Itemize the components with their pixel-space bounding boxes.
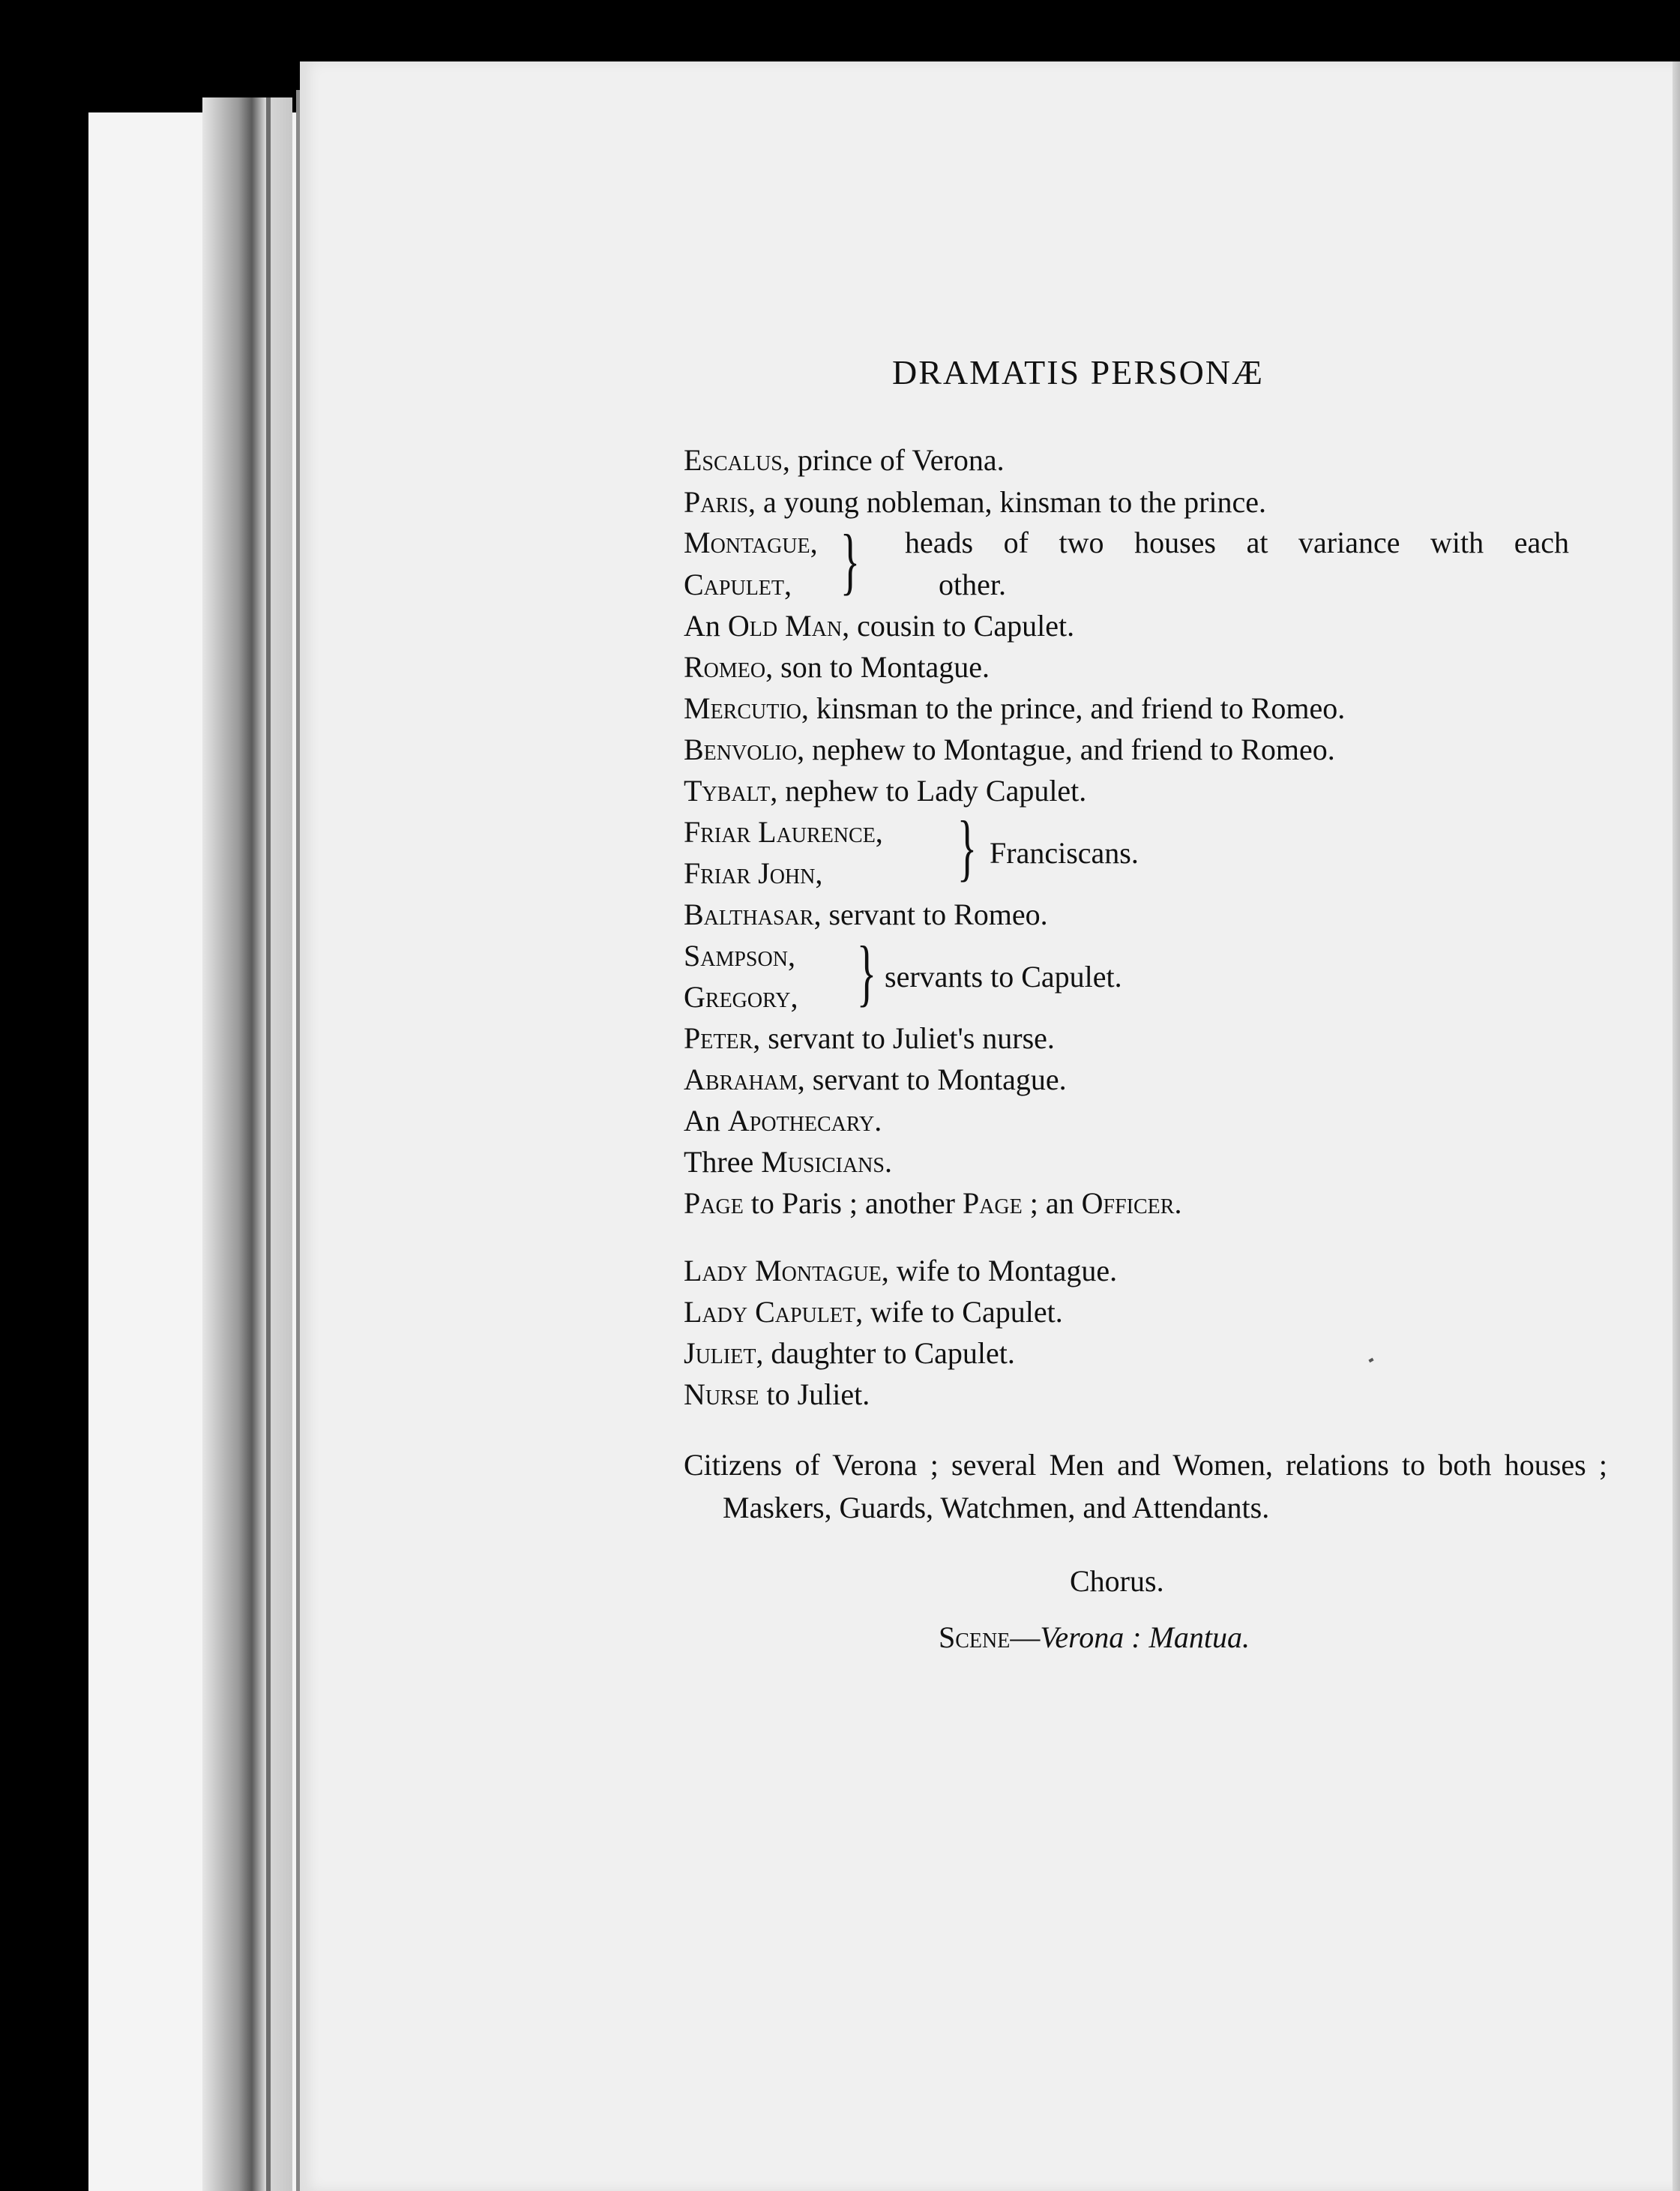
character-description: . xyxy=(1174,1186,1182,1220)
character-entry xyxy=(684,611,1074,641)
character-prefix: Three xyxy=(684,1145,762,1179)
character-description: , xyxy=(815,856,823,890)
character-description: , xyxy=(784,568,792,601)
character-name: Page xyxy=(684,1186,744,1220)
character-description: , kinsman to the prince, and friend to Romeo. xyxy=(801,691,1346,725)
scene-end: . xyxy=(1241,1620,1250,1654)
character-entry xyxy=(684,900,1048,930)
character-name: Abraham xyxy=(684,1063,798,1096)
scene-place-verona: Verona xyxy=(1040,1620,1124,1654)
chorus-line: Chorus. xyxy=(1070,1564,1164,1598)
character-description: , wife to Capulet. xyxy=(855,1295,1063,1329)
character-entry xyxy=(684,1106,882,1136)
servants-label: servants to Capulet. xyxy=(885,960,1122,994)
character-description: , servant to Montague. xyxy=(797,1063,1067,1096)
citizens-paragraph: Citizens of Verona ; several Men and Women, relations to both houses ; Maskers, Guards, Watchmen, and Attendants. xyxy=(684,1448,1607,1524)
character-name: Tybalt xyxy=(684,774,771,808)
character-description: , xyxy=(790,980,798,1014)
character-name: Sampson xyxy=(684,939,788,973)
character-description: to Paris ; another xyxy=(743,1186,963,1220)
character-entry xyxy=(684,1377,870,1411)
character-description: , xyxy=(810,526,818,559)
houses-description-line1: heads of two houses at variance with each xyxy=(905,526,1569,559)
character-entry xyxy=(684,652,990,682)
character-name: Benvolio xyxy=(684,733,798,766)
character-entry xyxy=(684,776,1086,806)
character-entry xyxy=(684,1147,892,1177)
houses-description-line2: other. xyxy=(939,568,1006,601)
character-description: , servant to Romeo. xyxy=(813,898,1048,931)
character-entry xyxy=(684,1021,1055,1055)
character-entry xyxy=(684,1297,1063,1327)
character-entry xyxy=(684,856,823,890)
scene-place-mantua: Mantua xyxy=(1148,1620,1242,1654)
brace-houses: } xyxy=(840,519,861,602)
character-description: , daughter to Capulet. xyxy=(756,1336,1015,1370)
character-entry xyxy=(684,817,883,847)
character-name: Romeo xyxy=(684,650,766,684)
character-name: Lady Capulet xyxy=(684,1295,856,1329)
character-description: , cousin to Capulet. xyxy=(842,609,1075,643)
character-prefix: An xyxy=(684,1104,728,1137)
character-entry xyxy=(684,1256,1117,1286)
character-name: Old Man xyxy=(727,609,843,643)
character-entry xyxy=(684,735,1335,765)
character-name: Musicians xyxy=(761,1145,885,1179)
character-entry xyxy=(684,487,1266,517)
character-entry xyxy=(684,1338,1015,1368)
character-entry xyxy=(684,528,818,558)
character-name: Lady Montague xyxy=(684,1254,882,1287)
character-entry xyxy=(684,445,1005,475)
character-name: Officer xyxy=(1081,1186,1175,1220)
character-name: Nurse xyxy=(684,1377,759,1411)
character-entry xyxy=(684,982,798,1012)
character-name: Friar Laurence xyxy=(684,815,876,849)
page-title: DRAMATIS PERSONÆ xyxy=(892,353,1264,391)
character-name: Page xyxy=(962,1186,1023,1220)
character-name: Juliet xyxy=(684,1336,756,1370)
character-description: , a young nobleman, kinsman to the prince. xyxy=(748,485,1267,519)
character-description: , servant to Juliet's nurse. xyxy=(753,1021,1055,1055)
page-gutter-shadow xyxy=(202,97,292,2191)
character-name: Paris xyxy=(684,485,749,519)
scene-dash: — xyxy=(1010,1620,1041,1654)
scene-line xyxy=(939,1620,1250,1655)
character-description: , nephew to Montague, and friend to Romeo. xyxy=(797,733,1335,766)
character-name: Capulet xyxy=(684,568,785,601)
character-name: Friar John xyxy=(684,856,816,890)
brace-servants: } xyxy=(856,931,877,1014)
character-name: Gregory xyxy=(684,980,791,1014)
scene-label: Scene xyxy=(939,1620,1011,1654)
character-name: Mercutio xyxy=(684,691,801,725)
franciscans-label: Franciscans. xyxy=(990,836,1139,870)
character-description: , wife to Montague. xyxy=(881,1254,1118,1287)
character-entry xyxy=(684,570,792,600)
character-entry xyxy=(684,691,1346,725)
character-description: . xyxy=(874,1104,882,1137)
character-name: Balthasar xyxy=(684,898,814,931)
character-prefix: An xyxy=(684,609,728,643)
brace-franciscans: } xyxy=(957,805,978,889)
character-name: Montague xyxy=(684,526,810,559)
character-description: , xyxy=(875,815,883,849)
page-edge-line xyxy=(266,97,271,2191)
character-name: Apothecary xyxy=(727,1104,875,1137)
character-name: Escalus xyxy=(684,443,783,477)
character-description: to Juliet. xyxy=(759,1377,870,1411)
character-description: , son to Montague. xyxy=(765,650,990,684)
character-entry xyxy=(684,1188,1181,1218)
character-entry xyxy=(684,1065,1067,1095)
character-description: , nephew to Lady Capulet. xyxy=(770,774,1087,808)
scene-separator: : xyxy=(1124,1620,1149,1654)
character-description: , xyxy=(787,939,795,973)
character-description: ; an xyxy=(1022,1186,1082,1220)
character-description: . xyxy=(884,1145,892,1179)
character-description: , prince of Verona. xyxy=(782,443,1005,477)
character-entry xyxy=(684,941,795,971)
character-name: Peter xyxy=(684,1021,753,1055)
